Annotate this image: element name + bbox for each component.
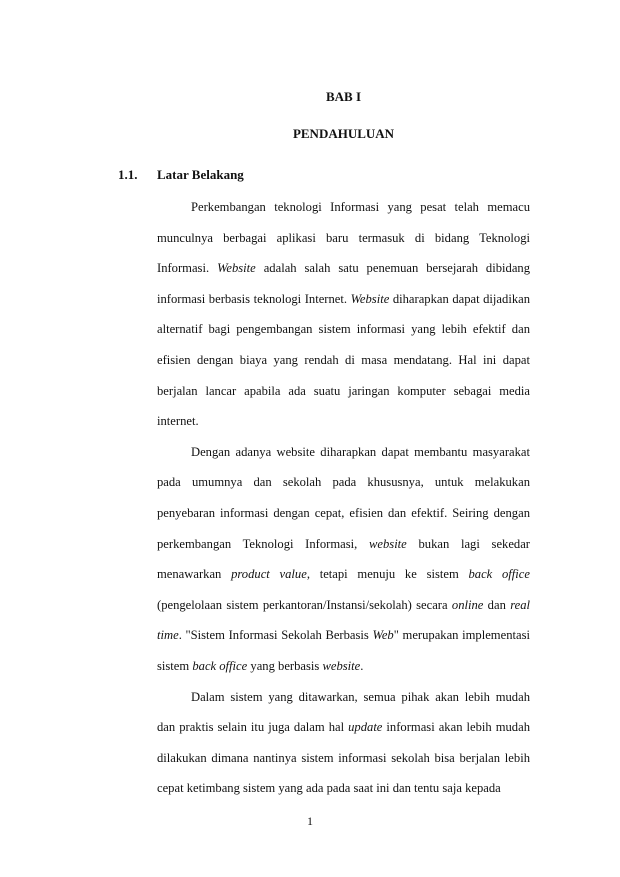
italic-term: product value: [231, 567, 307, 582]
chapter-title: PENDAHULUAN: [292, 126, 395, 141]
text-run: Dalam sistem yang ditawarkan, semua pihak akan lebih mudah dan praktis selain itu juga dalam hal: [157, 689, 530, 735]
italic-term: back office: [468, 567, 530, 582]
text-run: bukan lagi sekedar menawarkan: [157, 536, 530, 582]
text-run: yang berbasis: [247, 658, 323, 673]
text-run: adalah salah satu penemuan bersejarah dibidang informasi berbasis teknologi Internet.: [157, 261, 531, 306]
italic-term: website: [322, 658, 361, 673]
page-number: 1: [307, 814, 313, 828]
section-number: 1.1.: [118, 167, 138, 182]
italic-term: online: [451, 597, 484, 612]
italic-term: website: [369, 536, 407, 551]
italic-term: Web: [372, 628, 394, 643]
text-run: informasi akan lebih mudah dilakukan dimana nantinya sistem informasi sekolah bisa berjalan lebih cepat ketimbang sistem yang ada pada saat ini dan tentu saja kepada: [157, 720, 530, 796]
section-title: Latar Belakang: [157, 167, 244, 182]
text-run: (pengelolaan sistem perkantoran/Instansi/sekolah) secara: [157, 597, 452, 612]
body-text: [157, 192, 530, 804]
italic-term: Website: [350, 291, 390, 306]
paragraph-1: [157, 192, 530, 437]
paragraph-3: [157, 682, 530, 804]
text-run: Dengan adanya website diharapkan dapat membantu masyarakat pada umumnya dan sekolah pada khususnya, untuk melakukan penyebaran informasi dengan cepat, efisien dan efektif. Seiring dengan perkembangan Teknologi Informasi,: [157, 444, 530, 551]
text-run: . "Sistem Informasi Sekolah Berbasis: [178, 628, 373, 643]
chapter-label: BAB I: [325, 89, 362, 104]
italic-term: back office: [192, 658, 248, 673]
text-run: diharapkan dapat dijadikan alternatif bagi pengembangan sistem informasi yang lebih efektif dan efisien dengan biaya yang rendah di masa mendatang. Hal ini dapat berjalan lancar apabila ada suatu jaringan komputer sebagai media internet.: [157, 291, 530, 429]
text-run: " merupakan implementasi sistem: [157, 628, 530, 673]
text-run: , tetapi menuju ke sistem: [306, 567, 469, 582]
text-run: .: [360, 658, 364, 673]
text-run: Perkembangan teknologi Informasi yang pesat telah memacu munculnya berbagai aplikasi baru termasuk di bidang Teknologi Informasi.: [157, 200, 530, 276]
italic-term: Website: [217, 261, 256, 276]
italic-term: real time: [157, 597, 531, 643]
italic-term: update: [348, 720, 383, 735]
text-run: dan: [483, 597, 511, 612]
paragraph-2: [157, 437, 530, 682]
